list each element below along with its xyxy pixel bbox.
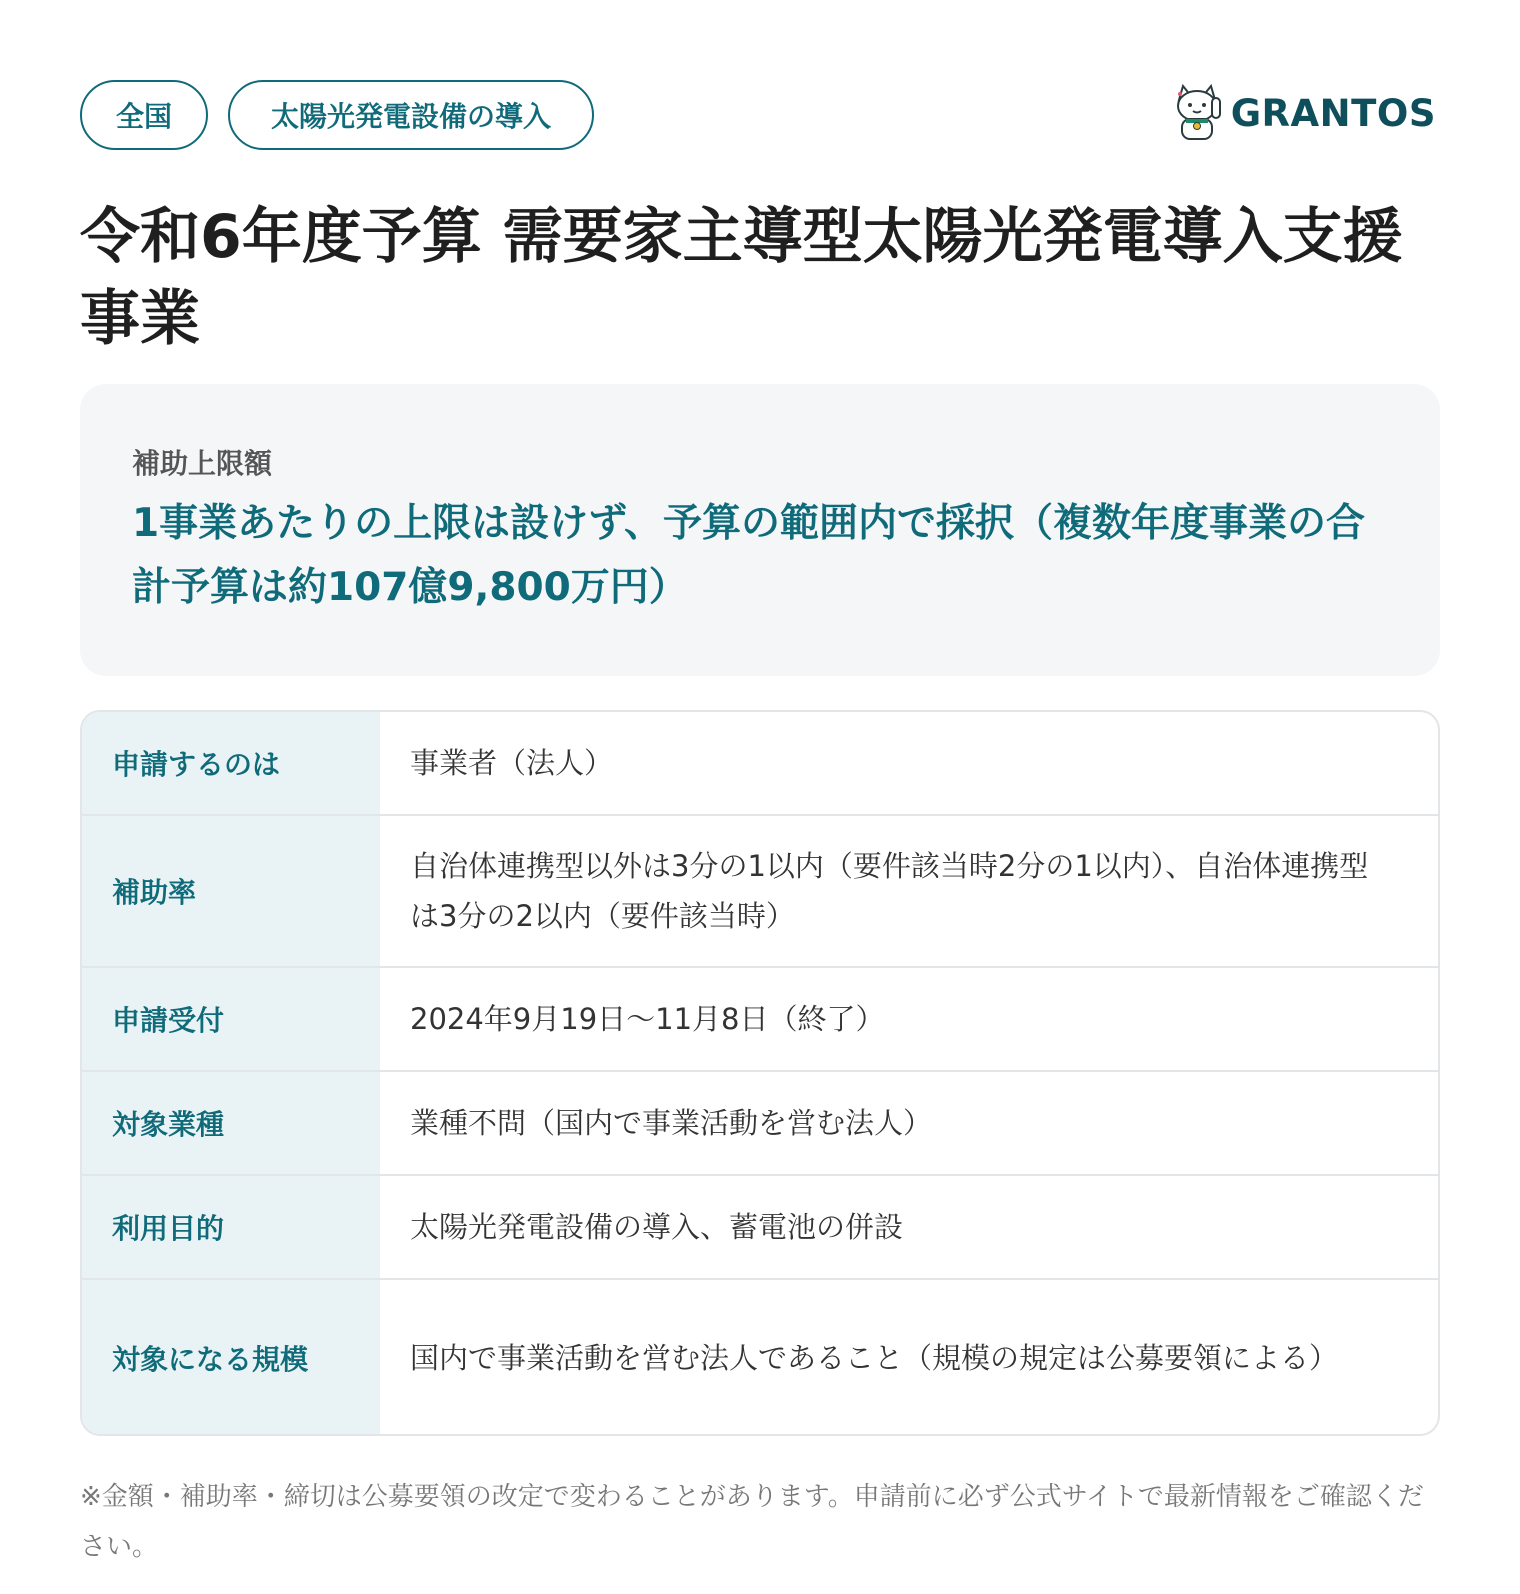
row-value: 太陽光発電設備の導入、蓄電池の併設 <box>410 1210 904 1244</box>
row-label: 対象になる規模 <box>82 1280 380 1436</box>
row-value: 業種不問（国内で事業活動を営む法人） <box>410 1106 933 1140</box>
brand-logo[interactable] <box>1171 84 1436 142</box>
brand-name: GRANTOS <box>1230 91 1436 135</box>
row-value: 自治体連携型以外は3分の1以内（要件該当時2分の1以内）、自治体連携型は3分の2以内（要件該当時） <box>410 849 1369 933</box>
page-title: 令和6年度予算 需要家主導型太陽光発電導入支援事業 <box>80 202 1403 354</box>
subsidy-limit-card <box>80 384 1440 676</box>
row-label: 対象業種 <box>82 1072 380 1174</box>
table-row <box>82 1176 1438 1280</box>
table-row <box>82 1280 1438 1436</box>
row-label: 補助率 <box>82 816 380 966</box>
row-value: 2024年9月19日〜11月8日（終了） <box>410 1002 885 1036</box>
disclaimer-note: ※金額・補助率・締切は公募要領の改定で変わることがあります。申請前に必ず公式サイトで最新情報をご確認ください。 <box>80 1482 1424 1562</box>
table-row <box>82 968 1438 1072</box>
row-label: 申請受付 <box>82 968 380 1070</box>
table-row <box>82 712 1438 816</box>
lucky-cat-icon <box>1171 84 1223 142</box>
table-row <box>82 1072 1438 1176</box>
region-tag[interactable]: 全国 <box>80 80 208 150</box>
table-row <box>82 816 1438 968</box>
subsidy-limit-value: 1事業あたりの上限は設けず、予算の範囲内で採択（複数年度事業の合計予算は約107億9,800万円） <box>132 501 1366 610</box>
row-label: 申請するのは <box>82 712 380 814</box>
subsidy-limit-label: 補助上限額 <box>132 447 273 480</box>
category-tag[interactable]: 太陽光発電設備の導入 <box>228 80 594 150</box>
info-table <box>80 710 1440 1436</box>
row-value: 国内で事業活動を営む法人であること（規模の規定は公募要領による） <box>410 1341 1339 1375</box>
row-label: 利用目的 <box>82 1176 380 1278</box>
row-value: 事業者（法人） <box>410 746 614 780</box>
